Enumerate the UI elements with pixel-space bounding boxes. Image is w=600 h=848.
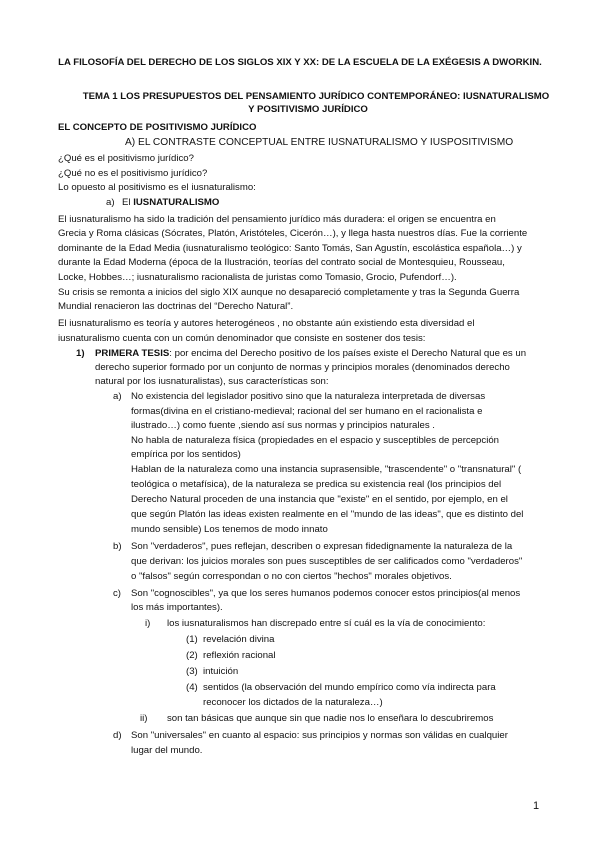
question-3: Lo opuesto al positivismo es el iusnaturalismo: <box>58 182 256 193</box>
way-marker: (1) <box>186 634 198 645</box>
question-2: ¿Qué no es el positivismo jurídico? <box>58 168 208 179</box>
feature-a-line: Derecho Natural proceden de una instancia que "existe" en el sentido, por ejemplo, en el <box>131 494 508 505</box>
subpoint-ii-marker: ii) <box>140 713 148 724</box>
question-1: ¿Qué es el positivismo jurídico? <box>58 153 194 164</box>
feature-c-marker: c) <box>113 588 121 599</box>
feature-b-line: Son "verdaderos", pues reflejan, describen o expresan fidedignamente la naturaleza de la <box>131 541 513 552</box>
item-a-heading <box>122 197 219 209</box>
subpoint-i-marker: i) <box>145 618 151 629</box>
way-marker: (3) <box>186 666 198 677</box>
feature-d-line: Son "universales" en cuanto al espacio: sus principios y normas son válidas en cualquier <box>131 730 508 741</box>
feature-d-line: lugar del mundo. <box>131 745 203 756</box>
feature-a-marker: a) <box>113 391 122 402</box>
paragraph-2-line: Su crisis se remonta a inicios del siglo XIX aunque no desapareció completamente y tras la Segunda Guerra <box>58 287 520 298</box>
way-marker: (2) <box>186 650 198 661</box>
item-a-bold: IUSNATURALISMO <box>133 197 220 208</box>
paragraph-3-line: El iusnaturalismo es teoría y autores heterogéneos , no obstante aún existiendo esta diversidad el <box>58 318 475 329</box>
thesis-1-label: PRIMERA TESIS <box>95 348 170 359</box>
feature-a-line: ilustrado…) como fuente ,siendo así sus normas y principios naturales . <box>131 420 435 431</box>
document-title: LA FILOSOFÍA DEL DERECHO DE LOS SIGLOS XIX Y XX: DE LA ESCUELA DE LA EXÉGESIS A DWORKIN. <box>58 57 542 68</box>
thesis-1-line: derecho superior formado por un conjunto de normas y principios morales (denominados derecho <box>95 362 510 373</box>
way-4-continuation: reconocer los dictados de la naturaleza…) <box>203 697 383 708</box>
paragraph-3-line: iusnaturalismo cuenta con un común denominador que consiste en sostener dos tesis: <box>58 333 426 344</box>
topic-title-line-1: TEMA 1 LOS PRESUPUESTOS DEL PENSAMIENTO JURÍDICO CONTEMPORÁNEO: IUSNATURALISMO <box>82 91 550 102</box>
item-a-marker: a) <box>106 197 115 208</box>
topic-title-line-2: Y POSITIVISMO JURÍDICO <box>248 104 368 115</box>
thesis-1-first-line <box>95 348 526 360</box>
paragraph-1-line: dominante de la Edad Media (iusnaturalismo teológico: Santo Tomás, San Agustín, escolástica española…) y <box>58 243 522 254</box>
paragraph-1-line: durante la Edad Moderna (época de la Ilustración, teorías del contrato social de Montesquieu, Rousseau, <box>58 257 505 268</box>
item-a-prefix: El <box>122 197 134 208</box>
feature-d-marker: d) <box>113 730 122 741</box>
feature-b-marker: b) <box>113 541 122 552</box>
feature-a-line: empírica por los sentidos) <box>131 449 241 460</box>
feature-a-line: No existencia del legislador positivo sino que la naturaleza interpretada de diversas <box>131 391 486 402</box>
feature-a-line: que según Platón las ideas existen realmente en el "mundo de las ideas", que es distinto del <box>131 509 524 520</box>
feature-a-line: teológica o metafísica), de la naturaleza se predica su existencia real (los principios del <box>131 479 502 490</box>
paragraph-1-line: Locke, Hobbes…; iusnaturalismo racionalista de juristas como Tomasio, Grocio, Pufendorf…). <box>58 272 457 283</box>
feature-c-line: Son "cognoscibles", ya que los seres humanos podemos conocer estos principios(al menos <box>131 588 521 599</box>
thesis-1-text: : por encima del Derecho positivo de los países existe el Derecho Natural que es un <box>169 348 527 359</box>
feature-a-line: mundo sensible) Los tenemos de modo innato <box>131 524 328 535</box>
way-text: reflexión racional <box>203 650 276 661</box>
paragraph-1-line: El iusnaturalismo ha sido la tradición del pensamiento jurídico más duradera: el origen se encuentra en <box>58 214 496 225</box>
subpoint-i-text: los iusnaturalismos han discrepado entre sí cuál es la vía de conocimiento: <box>167 618 486 629</box>
paragraph-1-line: Grecia y Roma clásicas (Sócrates, Platón, Aristóteles, Cicerón…), y llega hasta nuestros días. Fue la corriente <box>58 228 528 239</box>
way-text: sentidos (la observación del mundo empírico como vía indirecta para <box>203 682 496 693</box>
way-text: revelación divina <box>203 634 275 645</box>
feature-a-line: Hablan de la naturaleza como una instancia suprasensible, "trascendente" o "transnatural" ( <box>131 464 522 475</box>
feature-a-line: No habla de naturaleza física (propiedades en el espacio y susceptibles de percepción <box>131 435 499 446</box>
thesis-1-line: natural por los iusnaturalistas), sus características son: <box>95 376 329 387</box>
paragraph-2-line: Mundial renacieron las doctrinas del “Derecho Natural”. <box>58 301 294 312</box>
way-marker: (4) <box>186 682 198 693</box>
thesis-1-marker: 1) <box>76 348 85 359</box>
feature-a-line: formas(divina en el cristiano-medieval; racional del ser humano en el racionalista e <box>131 406 483 417</box>
subsection-heading: A) EL CONTRASTE CONCEPTUAL ENTRE IUSNATURALISMO Y IUSPOSITIVISMO <box>125 137 514 148</box>
subpoint-ii-text: son tan básicas que aunque sin que nadie nos lo enseñara lo descubriremos <box>167 713 494 724</box>
page-number: 1 <box>533 800 540 812</box>
way-text: intuición <box>203 666 239 677</box>
section-heading: EL CONCEPTO DE POSITIVISMO JURÍDICO <box>58 122 257 133</box>
feature-c-line: los más importantes). <box>131 602 223 613</box>
feature-b-line: o "falsos" según correspondan o no con ciertos "hechos" morales objetivos. <box>131 571 452 582</box>
feature-b-line: que derivan: los juicios morales son pues susceptibles de ser calificados como "verdaderos" <box>131 556 523 567</box>
